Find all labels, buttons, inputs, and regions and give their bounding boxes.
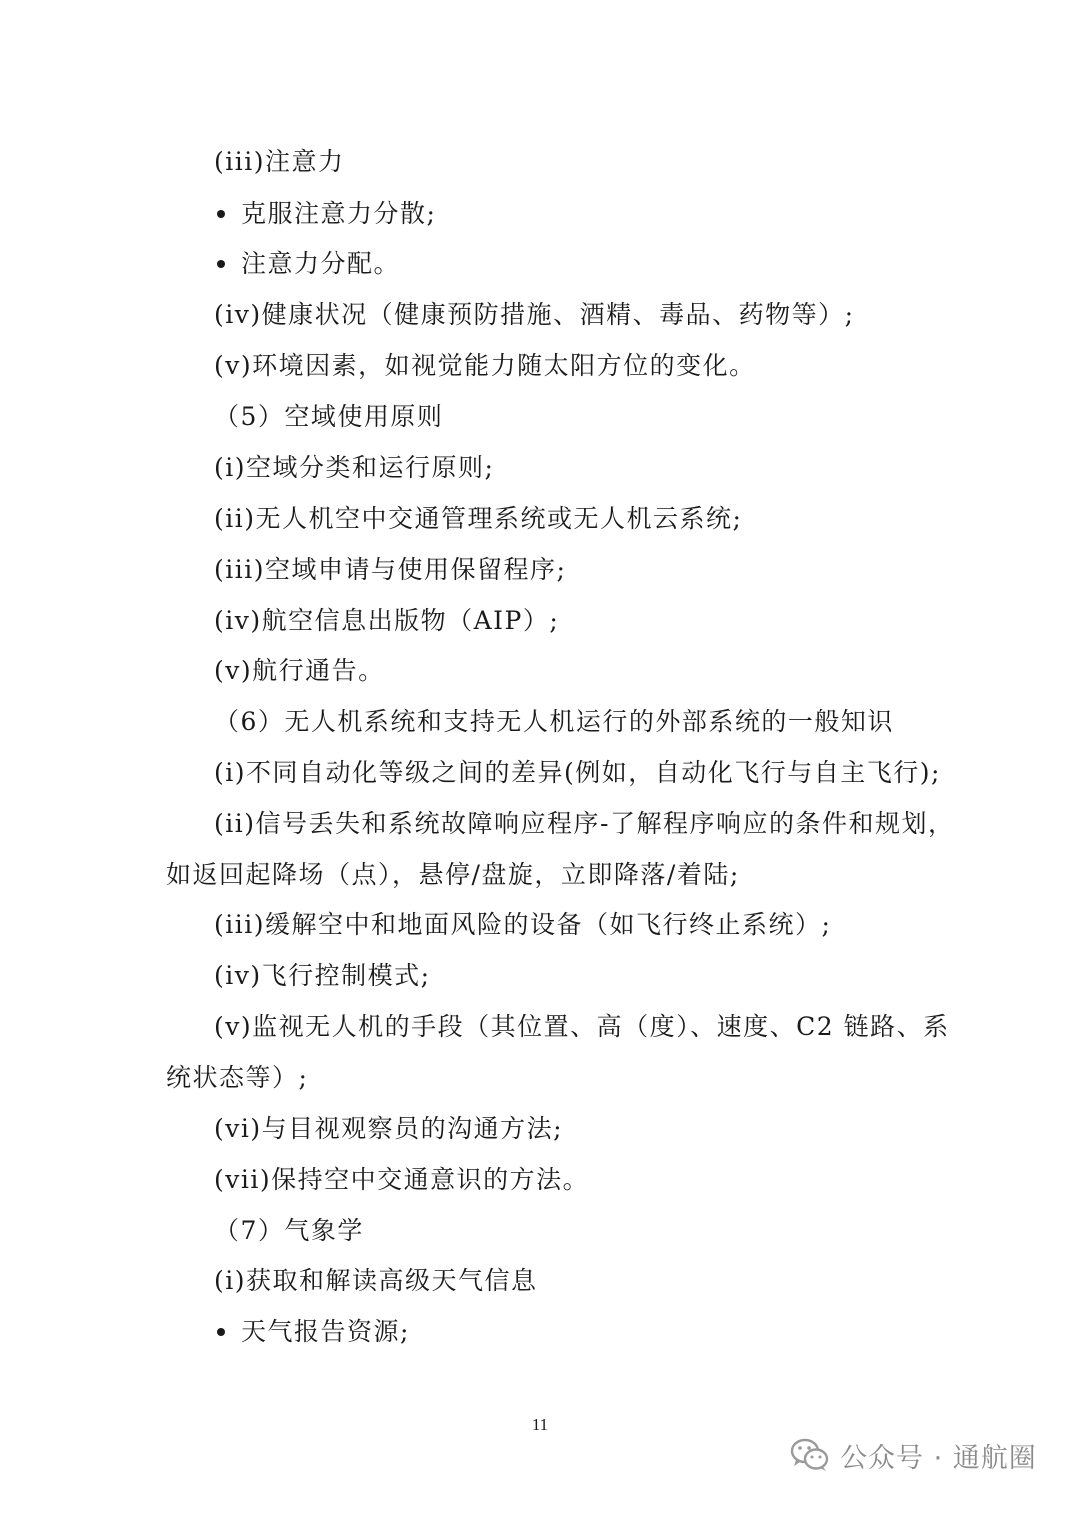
text-line: (iv)航空信息出版物（AIP）;	[214, 606, 560, 635]
text-line: (v)环境因素，如视觉能力随太阳方位的变化。	[214, 351, 756, 380]
text-line: (iii)空域申请与使用保留程序;	[214, 555, 567, 584]
text-line: (vii)保持空中交通意识的方法。	[214, 1165, 590, 1194]
text-line: (iii)注意力	[214, 147, 345, 176]
section-heading: （5）空域使用原则	[214, 402, 444, 431]
wechat-icon	[790, 1438, 830, 1472]
bullet-item: 克服注意力分散;	[241, 199, 437, 228]
page-number: 11	[531, 1415, 549, 1434]
watermark	[790, 1430, 1037, 1480]
bullet-icon	[217, 260, 225, 268]
watermark-text: 公众号 · 通航圈	[840, 1442, 1037, 1474]
section-heading: （6）无人机系统和支持无人机运行的外部系统的一般知识	[214, 707, 894, 736]
text-line: (i)获取和解读高级天气信息	[214, 1266, 538, 1295]
bullet-icon	[217, 1328, 225, 1336]
text-line: 统状态等）;	[166, 1063, 309, 1092]
text-line: 如返回起降场（点），悬停/盘旋，立即降落/着陆;	[166, 860, 740, 889]
text-line: (ii)无人机空中交通管理系统或无人机云系统;	[214, 504, 743, 533]
text-line: (vi)与目视观察员的沟通方法;	[214, 1114, 564, 1143]
text-line: (i)空域分类和运行原则;	[214, 453, 495, 482]
bullet-icon	[217, 210, 225, 218]
bullet-item: 注意力分配。	[241, 249, 401, 278]
text-line: (iv)健康状况（健康预防措施、酒精、毒品、药物等）;	[214, 300, 855, 329]
section-heading: （7）气象学	[214, 1216, 364, 1245]
text-line: (iv)飞行控制模式;	[214, 961, 431, 990]
text-line: (v)监视无人机的手段（其位置、高（度）、速度、C2 链路、系	[214, 1012, 950, 1041]
text-line: (v)航行通告。	[214, 656, 385, 685]
bullet-item: 天气报告资源;	[241, 1317, 410, 1346]
text-line: (i)不同自动化等级之间的差异(例如，自动化飞行与自主飞行);	[214, 758, 941, 787]
text-line: (iii)缓解空中和地面风险的设备（如飞行终止系统）;	[214, 910, 832, 939]
text-line: (ii)信号丢失和系统故障响应程序-了解程序响应的条件和规划，	[214, 809, 955, 838]
